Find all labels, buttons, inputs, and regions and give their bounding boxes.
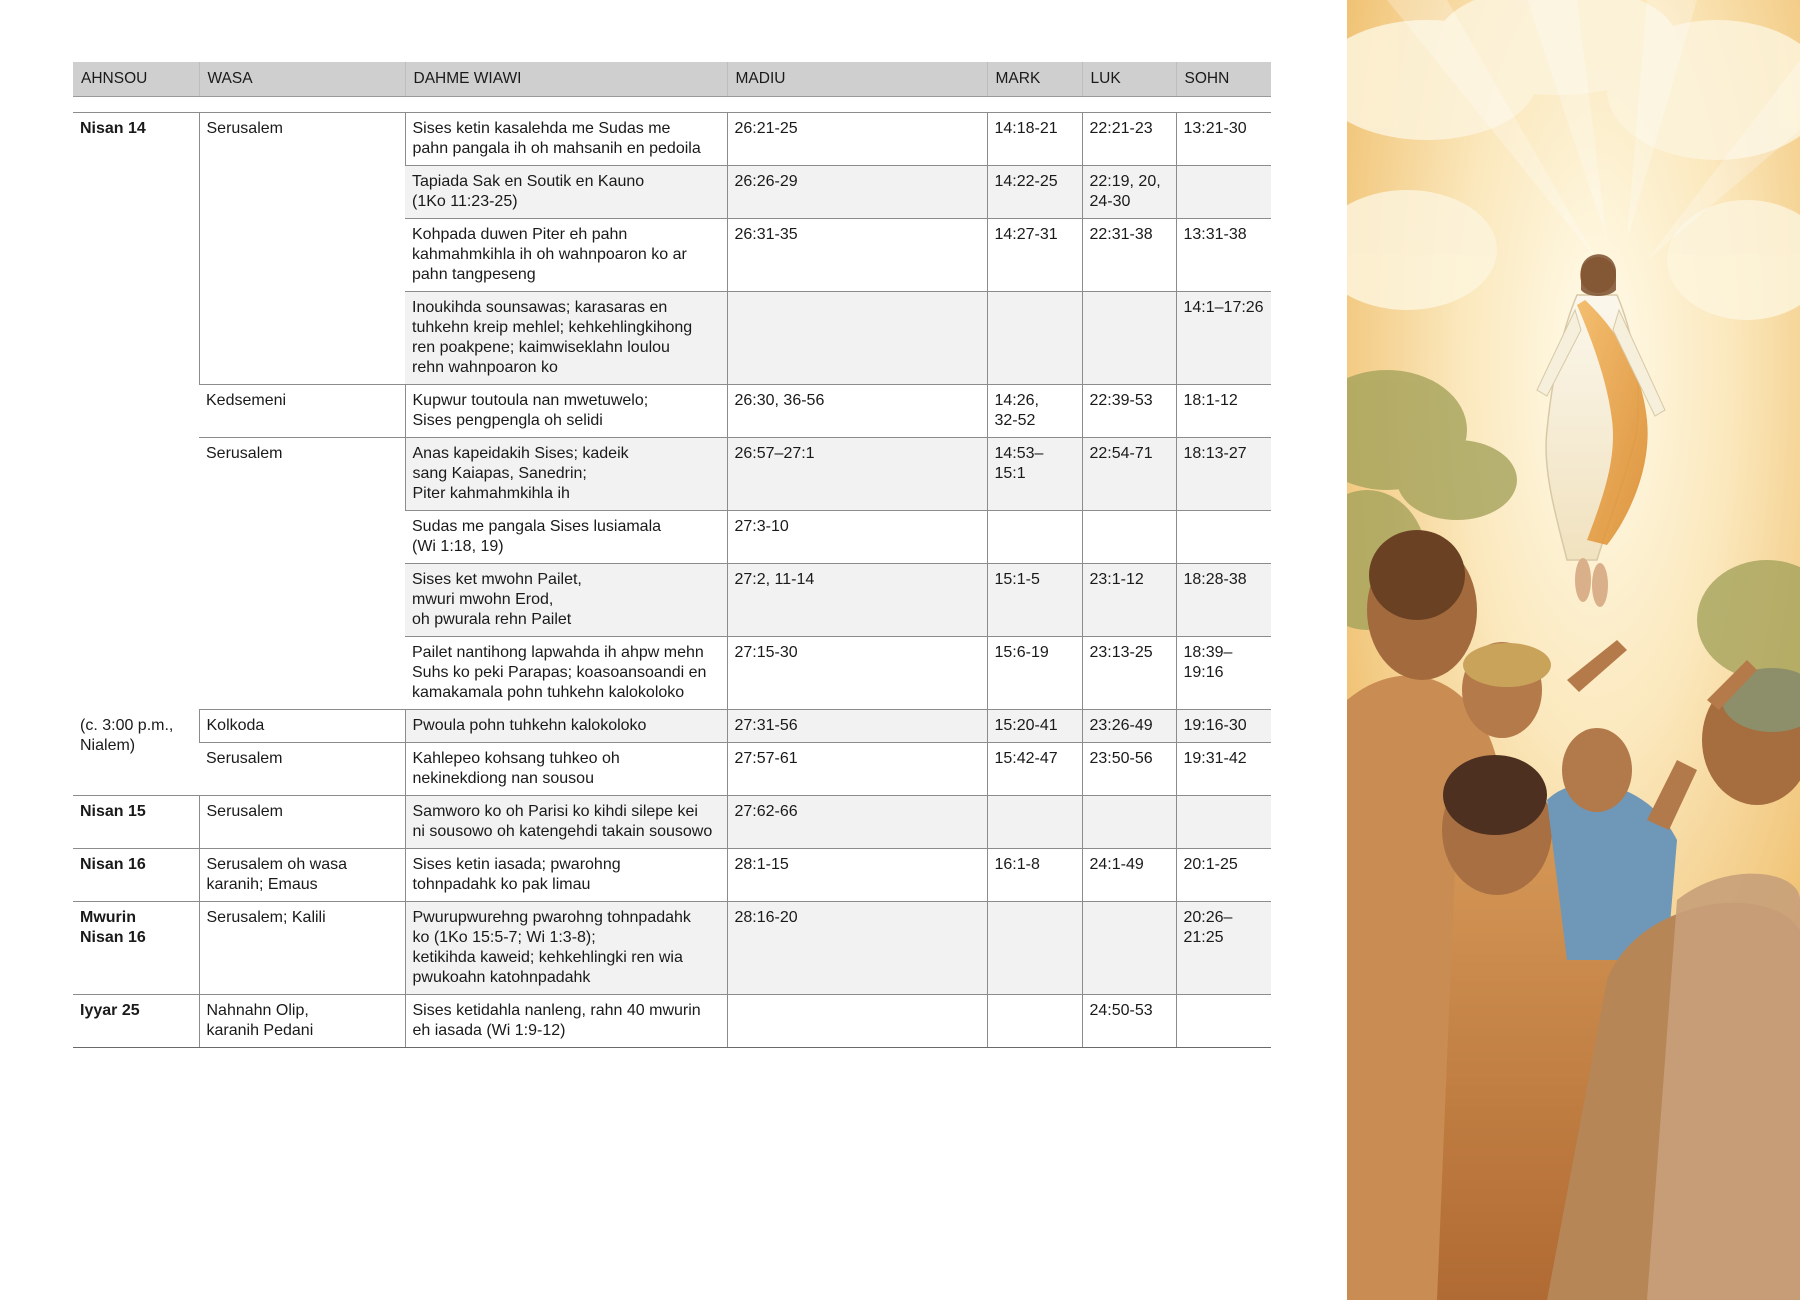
table-row — [73, 995, 1271, 1048]
table-row — [73, 743, 1271, 796]
matthew-cell: 27:31-56 — [727, 710, 987, 743]
luke-cell: 23:13-25 — [1082, 637, 1176, 710]
luke-cell: 22:19, 20, 24-30 — [1082, 166, 1176, 219]
header-date: AHNSOU — [73, 62, 199, 97]
ascension-illustration-svg — [1347, 0, 1800, 1300]
ascension-illustration-icon — [1347, 0, 1800, 1300]
header-matthew-extra — [899, 62, 987, 97]
matthew-cell: 26:26-29 — [727, 166, 987, 219]
john-cell: 18:39– 19:16 — [1176, 637, 1271, 710]
luke-cell: 24:50-53 — [1082, 995, 1176, 1048]
luke-cell — [1082, 511, 1176, 564]
matthew-cell — [727, 995, 987, 1048]
john-cell: 13:31-38 — [1176, 219, 1271, 292]
matthew-cell: 27:15-30 — [727, 637, 987, 710]
matthew-cell: 27:3-10 — [727, 511, 987, 564]
table-row — [73, 796, 1271, 849]
mark-cell: 14:26, 32-52 — [987, 385, 1082, 438]
event-cell: Anas kapeidakih Sises; kadeik sang Kaiapas, Sanedrin; Piter kahmahmkihla ih — [405, 438, 727, 511]
event-cell: Tapiada Sak en Soutik en Kauno (1Ko 11:23-25) — [405, 166, 727, 219]
mark-cell: 16:1-8 — [987, 849, 1082, 902]
mark-cell — [987, 902, 1082, 995]
place-cell: Serusalem — [199, 796, 405, 849]
mark-cell — [987, 292, 1082, 385]
header-mark: MARK — [987, 62, 1082, 97]
luke-cell: 22:39-53 — [1082, 385, 1176, 438]
matthew-cell: 26:21-25 — [727, 113, 987, 166]
mark-cell — [987, 511, 1082, 564]
event-cell: Inoukihda sounsawas; karasaras en tuhkehn kreip mehlel; kehkehlingkihong ren poakpene; kaimwiseklahn loulou rehn wahnpoaron ko — [405, 292, 727, 385]
place-cell: Kedsemeni — [199, 385, 405, 438]
header-luke: LUK — [1082, 62, 1176, 97]
luke-cell — [1082, 796, 1176, 849]
matthew-cell: 26:57–27:1 — [727, 438, 987, 511]
event-cell: Samworo ko oh Parisi ko kihdi silepe kei ni sousowo oh katengehdi takain sousowo — [405, 796, 727, 849]
date-cell: Iyyar 25 — [73, 995, 199, 1048]
table-header-row — [73, 62, 1271, 97]
place-cell: Serusalem — [199, 743, 405, 796]
john-cell: 19:16-30 — [1176, 710, 1271, 743]
place-text: Serusalem — [206, 120, 283, 137]
header-john: SOHN — [1176, 62, 1271, 97]
john-cell: 20:1-25 — [1176, 849, 1271, 902]
luke-cell: 23:50-56 — [1082, 743, 1176, 796]
mark-cell: 15:1-5 — [987, 564, 1082, 637]
date-text: (c. 3:00 p.m., Nialem) — [80, 716, 174, 754]
date-cell: Mwurin Nisan 16 — [73, 902, 199, 995]
luke-cell — [1082, 902, 1176, 995]
mark-cell: 14:53–15:1 — [987, 438, 1082, 511]
matthew-cell — [727, 292, 987, 385]
john-cell: 19:31-42 — [1176, 743, 1271, 796]
header-event: DAHME WIAWI — [405, 62, 727, 97]
place-cell — [199, 113, 405, 385]
luke-cell: 23:26-49 — [1082, 710, 1176, 743]
table-row — [73, 902, 1271, 995]
header-place: WASA — [199, 62, 405, 97]
date-cell: Nisan 15 — [73, 796, 199, 849]
mark-cell: 14:22-25 — [987, 166, 1082, 219]
john-cell: 13:21-30 — [1176, 113, 1271, 166]
john-cell: 14:1–17:26 — [1176, 292, 1271, 385]
matthew-cell: 28:16-20 — [727, 902, 987, 995]
chronology-table — [73, 62, 1271, 1048]
header-matthew: MADIU — [727, 62, 899, 97]
john-cell — [1176, 511, 1271, 564]
event-cell: Pailet nantihong lapwahda ih ahpw mehn Suhs ko peki Parapas; koasoansoandi en kamakamala pohn tuhkehn kalokoloko — [405, 637, 727, 710]
date-cell — [73, 710, 199, 796]
luke-cell: 23:1-12 — [1082, 564, 1176, 637]
matthew-cell: 27:2, 11-14 — [727, 564, 987, 637]
mark-cell: 14:18-21 — [987, 113, 1082, 166]
john-cell: 18:1-12 — [1176, 385, 1271, 438]
luke-cell — [1082, 292, 1176, 385]
event-cell: Sises ket mwohn Pailet, mwuri mwohn Erod, oh pwurala rehn Pailet — [405, 564, 727, 637]
date-text: Nisan 14 — [80, 120, 146, 137]
date-cell: Nisan 16 — [73, 849, 199, 902]
table-row — [73, 385, 1271, 438]
john-cell: 20:26– 21:25 — [1176, 902, 1271, 995]
mark-cell: 15:20-41 — [987, 710, 1082, 743]
place-text: Serusalem — [206, 445, 283, 462]
event-cell: Sises ketin iasada; pwarohng tohnpadahk ko pak limau — [405, 849, 727, 902]
john-cell — [1176, 166, 1271, 219]
place-cell: Kolkoda — [199, 710, 405, 743]
john-cell: 18:13-27 — [1176, 438, 1271, 511]
event-cell: Sises ketin kasalehda me Sudas me pahn pangala ih oh mahsanih en pedoila — [405, 113, 727, 166]
event-cell: Kupwur toutoula nan mwetuwelo; Sises pengpengla oh selidi — [405, 385, 727, 438]
luke-cell: 24:1-49 — [1082, 849, 1176, 902]
john-cell — [1176, 796, 1271, 849]
matthew-cell: 28:1-15 — [727, 849, 987, 902]
matthew-cell: 27:57-61 — [727, 743, 987, 796]
event-cell: Kohpada duwen Piter eh pahn kahmahmkihla ih oh wahnpoaron ko ar pahn tangpeseng — [405, 219, 727, 292]
event-cell: Sudas me pangala Sises lusiamala (Wi 1:18, 19) — [405, 511, 727, 564]
mark-cell: 15:6-19 — [987, 637, 1082, 710]
chronology-table-container — [73, 62, 1271, 1048]
place-cell: Nahnahn Olip, karanih Pedani — [199, 995, 405, 1048]
matthew-cell: 26:31-35 — [727, 219, 987, 292]
luke-cell: 22:54-71 — [1082, 438, 1176, 511]
mark-cell: 15:42-47 — [987, 743, 1082, 796]
table-spacer-row — [73, 97, 1271, 113]
table-row — [73, 438, 1271, 511]
place-cell: Serusalem; Kalili — [199, 902, 405, 995]
event-cell: Pwurupwurehng pwarohng tohnpadahk ko (1Ko 15:5-7; Wi 1:3-8); ketikihda kaweid; kehkehlingki ren wia pwukoahn katohnpadahk — [405, 902, 727, 995]
mark-cell — [987, 995, 1082, 1048]
john-cell: 18:28-38 — [1176, 564, 1271, 637]
event-cell: Pwoula pohn tuhkehn kalokoloko — [405, 710, 727, 743]
date-cell — [73, 113, 199, 710]
event-cell: Kahlepeo kohsang tuhkeo oh nekinekdiong nan sousou — [405, 743, 727, 796]
luke-cell: 22:21-23 — [1082, 113, 1176, 166]
matthew-cell: 26:30, 36-56 — [727, 385, 987, 438]
table-row — [73, 710, 1271, 743]
luke-cell: 22:31-38 — [1082, 219, 1176, 292]
table-row — [73, 113, 1271, 166]
matthew-cell: 27:62-66 — [727, 796, 987, 849]
place-cell — [199, 438, 405, 710]
table-row — [73, 849, 1271, 902]
place-cell: Serusalem oh wasa karanih; Emaus — [199, 849, 405, 902]
mark-cell: 14:27-31 — [987, 219, 1082, 292]
john-cell — [1176, 995, 1271, 1048]
event-cell: Sises ketidahla nanleng, rahn 40 mwurin eh iasada (Wi 1:9-12) — [405, 995, 727, 1048]
mark-cell — [987, 796, 1082, 849]
